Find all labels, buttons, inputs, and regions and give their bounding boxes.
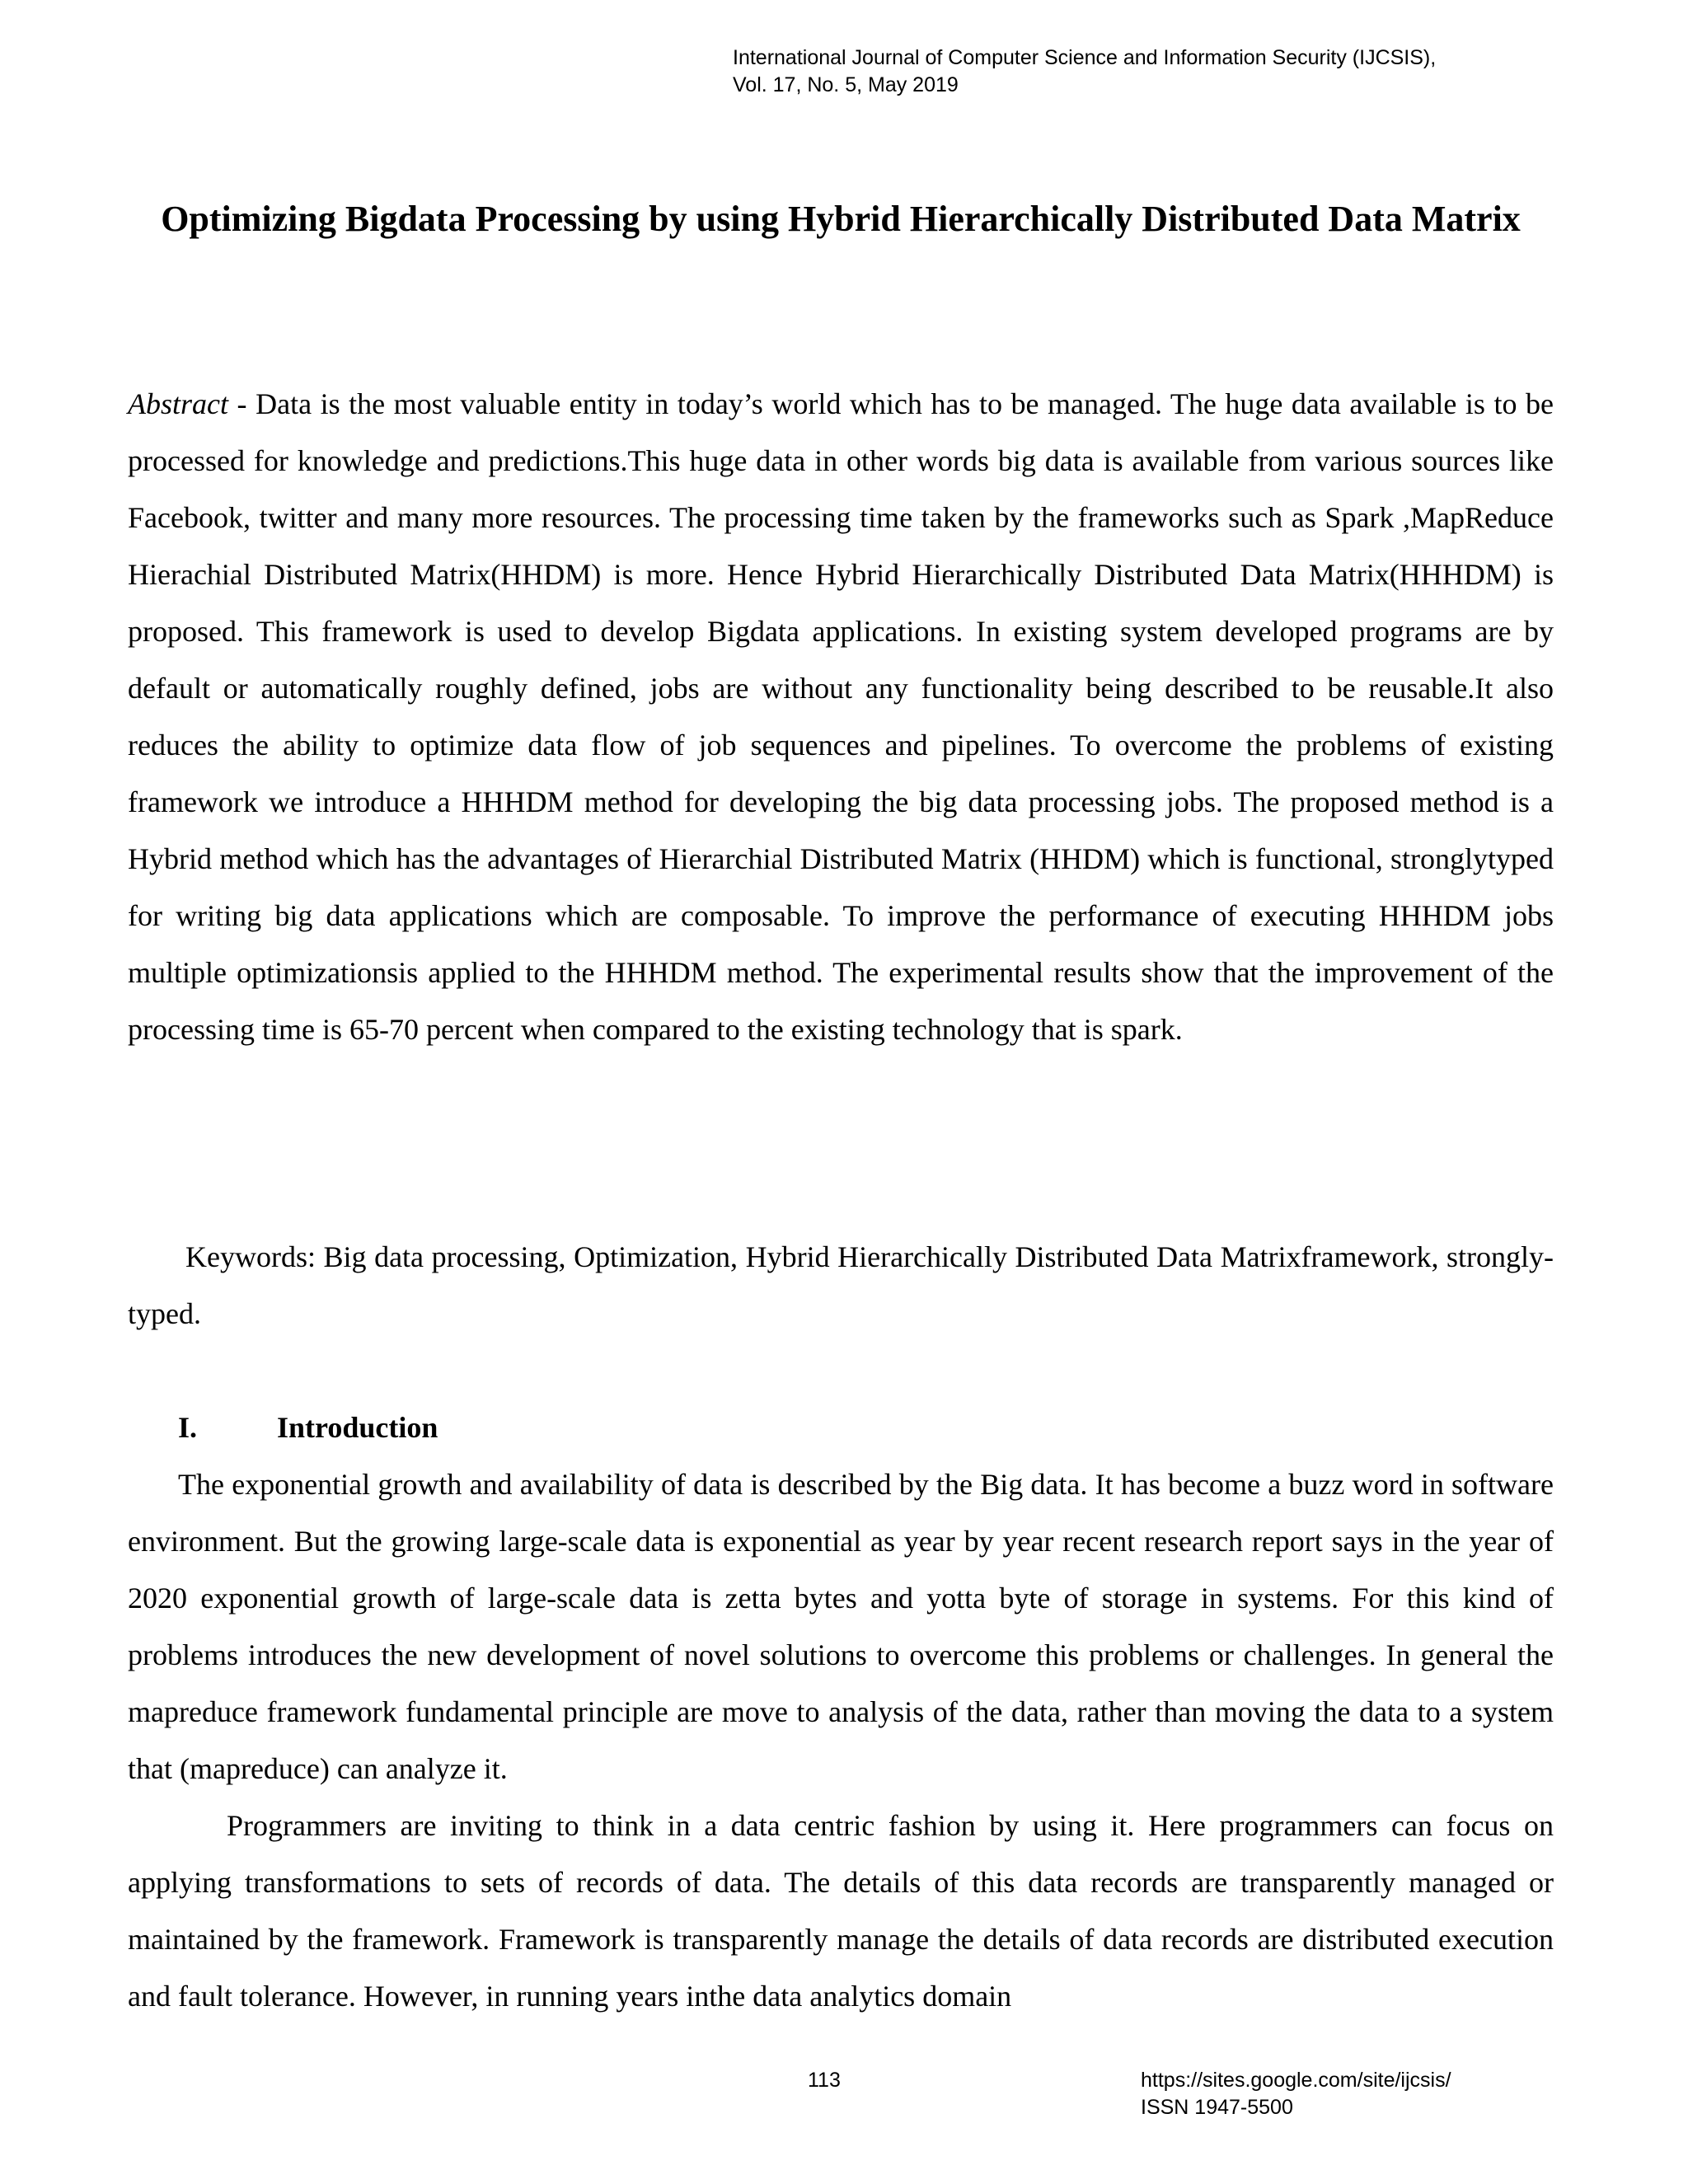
keywords-text: Keywords: Big data processing, Optimization, Hybrid Hierarchically Distributed Data Matrixframework, strongly-typed.	[128, 1240, 1554, 1330]
page-number: 113	[808, 2069, 841, 2092]
footer-info	[1141, 2067, 1451, 2121]
intro-paragraph-1: The exponential growth and availability of data is described by the Big data. It has become a buzz word in software environment. But the growing large-scale data is exponential as year by year recent research report says in the year of 2020 exponential growth of large-scale data is zetta bytes and yotta byte of storage in systems. For this kind of problems introduces the new development of novel solutions to overcome this problems or challenges. In general the mapreduce framework fundamental principle are move to analysis of the data, rather than moving the data to a system that (mapreduce) can analyze it.	[128, 1468, 1554, 1785]
section-number: I.	[178, 1411, 198, 1444]
journal-header-line-2: Vol. 17, No. 5, May 2019	[733, 73, 959, 96]
abstract-text: - Data is the most valuable entity in today’s world which has to be managed. The huge data available is to be processed for knowledge and predictions.This huge data in other words big data is available from various sources like Facebook, twitter and many more resources. The processing time taken by the frameworks such as Spark ,MapReduce Hierachial Distributed Matrix(HHDM) is more. Hence Hybrid Hierarchically Distributed Data Matrix(HHHDM) is proposed. This framework is used to develop Bigdata applications. In existing system developed programs are by default or automatically roughly defined, jobs are without any functionality being described to be reusable.It also reduces the ability to optimize data flow of job sequences and pipelines. To overcome the problems of existing framework we introduce a HHHDM method for developing the big data processing jobs. The proposed method is a Hybrid method which has the advantages of Hierarchial Distributed Matrix (HHDM) which is functional, stronglytyped for writing big data applications which are composable. To improve the performance of executing HHHDM jobs multiple optimizationsis applied to the HHHDM method. The experimental results show that the improvement of the processing time is 65-70 percent when compared to the existing technology that is spark.	[128, 387, 1554, 1046]
paper-title: Optimizing Bigdata Processing by using Hybrid Hierarchically Distributed Data Matrix	[161, 199, 1521, 239]
journal-header-line-1: International Journal of Computer Science and Information Security (IJCSIS),	[733, 46, 1437, 69]
section-heading-introduction	[178, 1399, 438, 1456]
introduction-body	[128, 1456, 1554, 2025]
abstract-label: Abstract	[128, 387, 228, 420]
section-title: Introduction	[277, 1411, 438, 1444]
keywords	[128, 1229, 1554, 1343]
footer-url: https://sites.google.com/site/ijcsis/	[1141, 2069, 1451, 2092]
intro-paragraph-2: Programmers are inviting to think in a data centric fashion by using it. Here programmers can focus on applying transformations to sets of records of data. The details of this data records are transparently managed or maintained by the framework. Framework is transparently manage the details of data records are distributed execution and fault tolerance. However, in running years inthe data analytics domain	[128, 1809, 1554, 2013]
footer-issn: ISSN 1947-5500	[1141, 2096, 1293, 2119]
journal-header	[733, 45, 1436, 99]
abstract	[128, 376, 1554, 1058]
